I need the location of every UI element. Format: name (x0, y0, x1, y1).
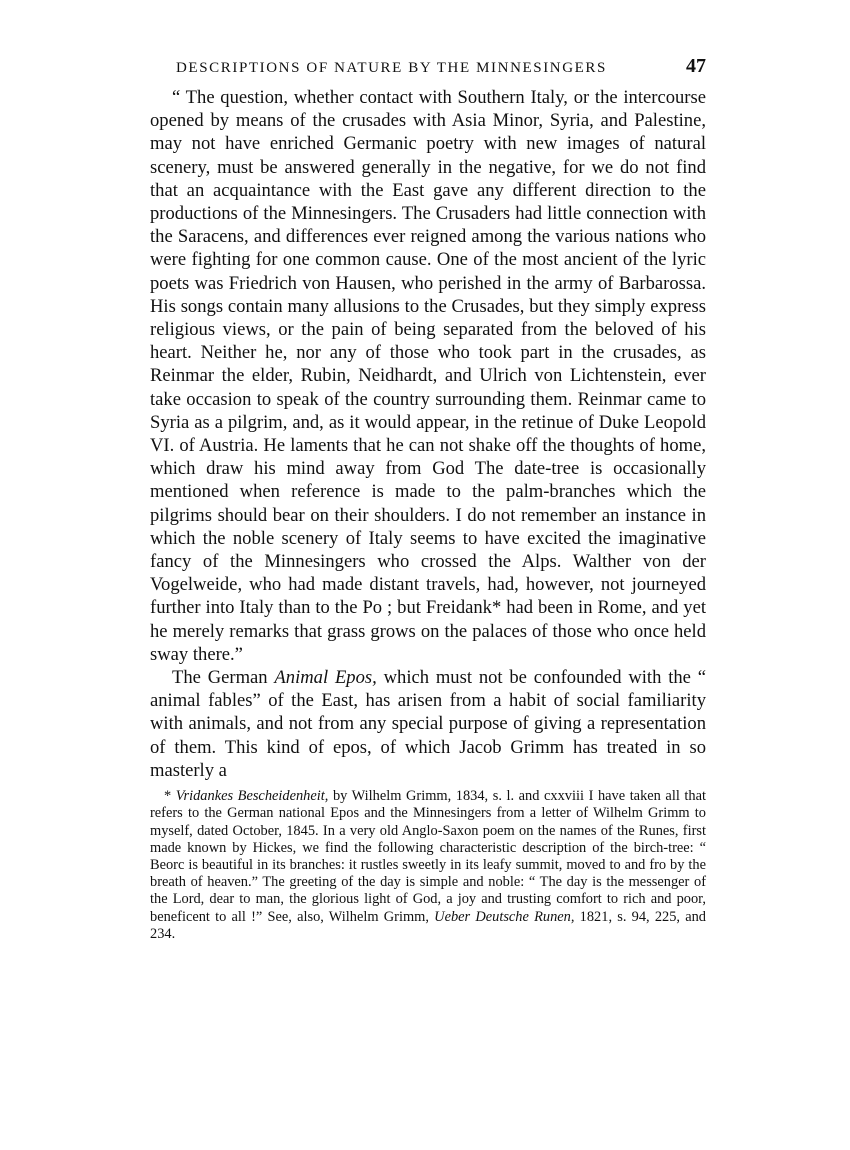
footnote-reference-mark: * (491, 597, 502, 619)
footnote-text-end: 1821, s. 94, 225, and 234. (150, 908, 707, 942)
footnote-book-title: Vridankes Bescheidenheit, (175, 788, 329, 805)
quoted-paragraph (150, 86, 706, 666)
running-title: DESCRIPTIONS OF NATURE BY THE MINNESINGERS (176, 60, 607, 76)
footnote-book-title-2: Ueber Deutsche Runen, (434, 908, 575, 925)
running-header (150, 55, 706, 78)
footnote-text: by Wilhelm Grimm, 1834, s. l. and cxxviii I have taken all that refers to the German national Epos and the Minnesingers from a letter of Wilhelm Grimm to myself, dated October, 1845. In a very old Anglo-Saxon poem on the names of the Runes, first made known by Hickes, we find the following characteristic description of the birch-tree: “ Beorc is beautiful in its branches: it rustles sweetly in its leafy summit, moved to and fro by the breath of heaven.” The greeting of the day is simple and noble: “ The day is the messenger of the Lord, dear to man, the glorious light of God, a joy and trusting comfort to rich and poor, beneficent to all !” See, also, Wilhelm Grimm, (150, 788, 706, 925)
book-page (150, 55, 706, 957)
emphasized-term: Animal Epos, (274, 667, 377, 689)
page-number: 47 (686, 55, 706, 77)
footnote-mark: * (164, 788, 172, 805)
quote-text: “ The question, whether contact with Southern Italy, or the intercourse opened by means of the crusades with Asia Minor, Syria, and Palestine, may not have enriched Germanic poetry with new images of natural scenery, must be answered generally in the negative, for we do not find that an acquaintance with the East gave any different direction to the productions of the Minnesingers. The Crusaders had little connection with the Saracens, and differences ever reigned among the various nations who were fighting for one common cause. One of the most ancient of the lyric poets was Friedrich von Hausen, who perished in the army of Barbarossa. His songs contain many allusions to the Crusades, but they simply express religious views, or the pain of being separated from the beloved of his heart. Neither he, nor any of those who took part in the crusades, as Reinmar the elder, Rubin, Neidhardt, and Ulrich von Lichtenstein, ever take occasion to speak of the country surrounding them. Reinmar came to Syria as a pilgrim, and, as it would appear, in the retinue of Duke Leopold VI. of Austria. He laments that he can not shake off the thoughts of home, which draw his mind away from God The date-tree is occasionally mentioned when reference is made to the palm-branches which the pilgrims should bear on their shoulders. I do not remember an instance in which the noble scenery of Italy seems to have excited the imaginative fancy of the Minnesingers who crossed the Alps. Walther von der Vogelweide, who had made distant travels, had, however, not journeyed further into Italy than to the Po ; but Freidank (150, 87, 706, 619)
quote-text-end: had been in Rome, and yet he merely remarks that grass grows on the palaces of those who once held sway there.” (150, 597, 706, 665)
paragraph-text-start: The German (172, 667, 275, 689)
paragraph-text-end: which must not be confounded with the “ animal fables” of the East, has arisen from a habit of social familiarity with animals, and not from any special purpose of giving a representation of them. This kind of epos, of which Jacob Grimm has treated in so masterly a (150, 667, 706, 781)
footnote (150, 788, 706, 943)
animal-epos-paragraph (150, 666, 706, 782)
